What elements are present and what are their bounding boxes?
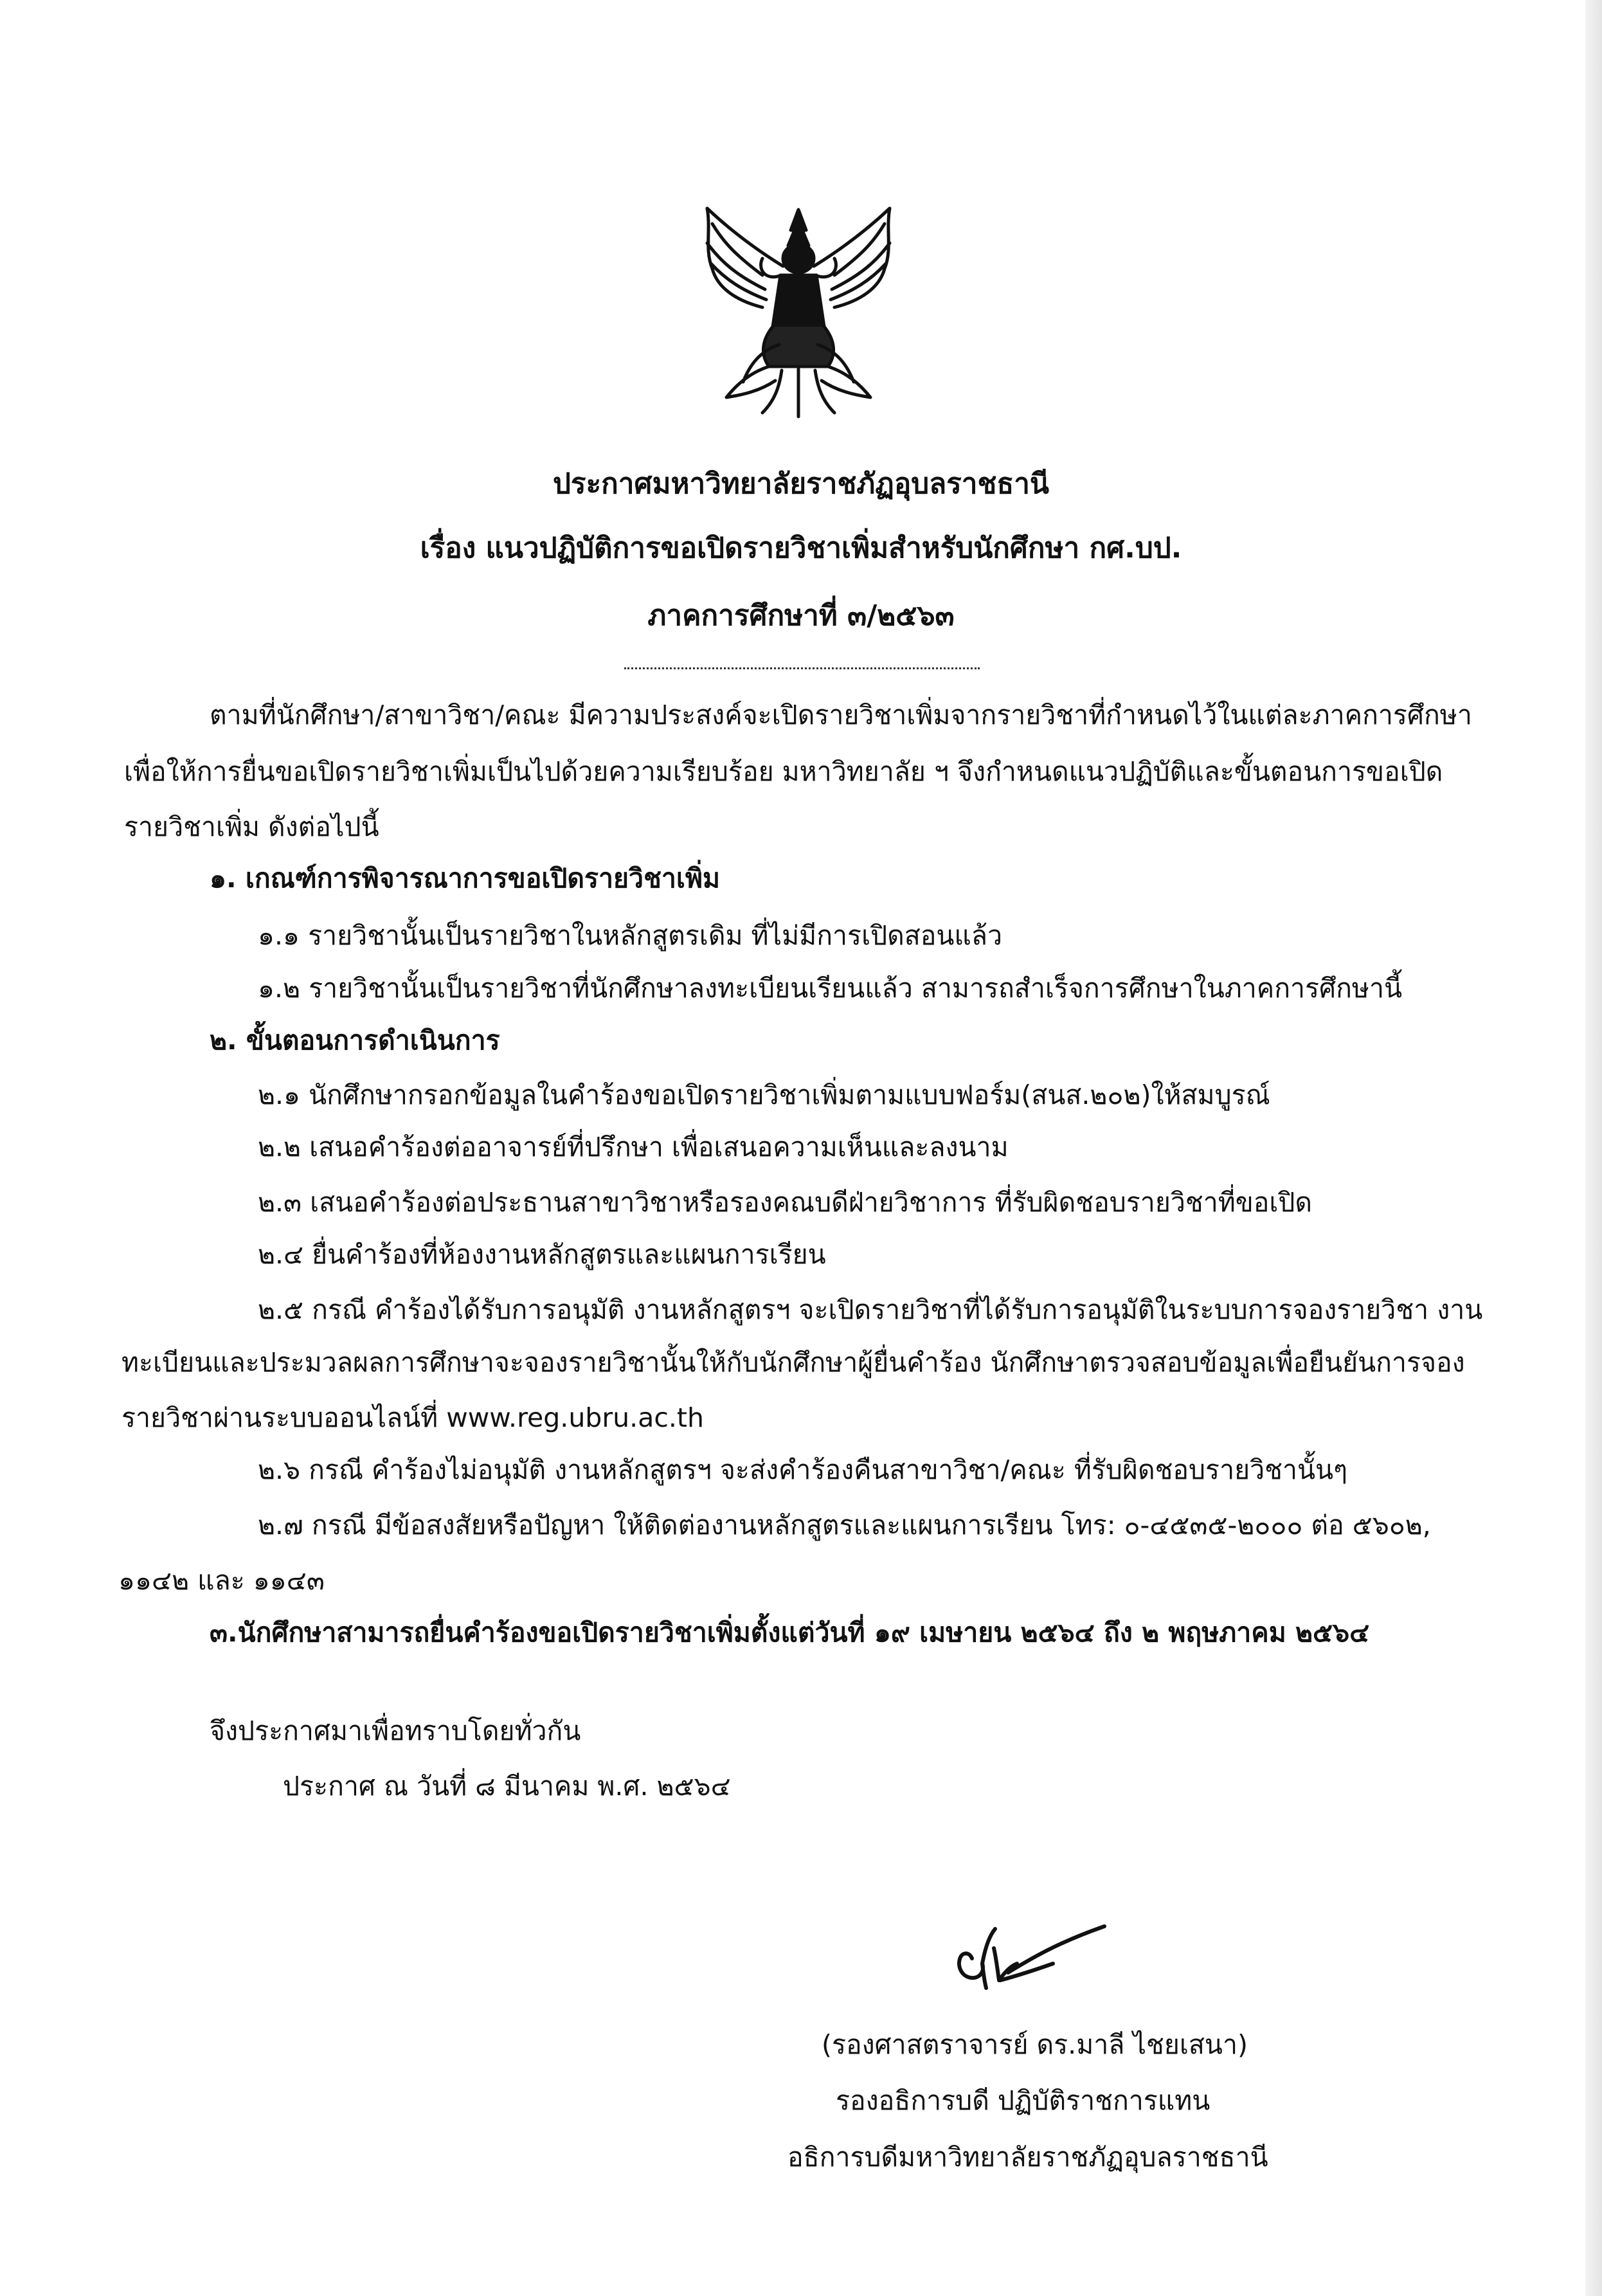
section-2-title: ๒. ขั้นตอนการดำเนินการ bbox=[210, 1025, 500, 1056]
section-2-item-2: ๒.๒ เสนอคำร้องต่ออาจารย์ที่ปรึกษา เพื่อเสนอความเห็นและลงนาม bbox=[258, 1132, 1009, 1162]
intro-line-1: ตามที่นักศึกษา/สาขาวิชา/คณะ มีความประสงค์จะเปิดรายวิชาเพิ่มจากรายวิชาที่กำหนดไว้ในแต่ละภาคการศึกษา bbox=[210, 700, 1472, 730]
section-1-item-2: ๑.๒ รายวิชานั้นเป็นรายวิชาที่นักศึกษาลงทะเบียนเรียนแล้ว สามารถสำเร็จการศึกษาในภาคการศึกษานี้ bbox=[258, 973, 1402, 1004]
garuda-emblem-icon bbox=[698, 204, 899, 420]
intro-line-3: รายวิชาเพิ่ม ดังต่อไปนี้ bbox=[124, 811, 379, 842]
intro-line-2: เพื่อให้การยื่นขอเปิดรายวิชาเพิ่มเป็นไปด้วยความเรียบร้อย มหาวิทยาลัย ฯ จึงกำหนดแนวปฏิบัติและขั้นตอนการขอเปิด bbox=[124, 756, 1443, 787]
announcement-term: ภาคการศึกษาที่ ๓/๒๕๖๓ bbox=[647, 599, 955, 632]
signatory-name: (รองศาสตราจารย์ ดร.มาลี ไชยเสนา) bbox=[822, 2029, 1248, 2060]
closing-announce: จึงประกาศมาเพื่อทราบโดยทั่วกัน bbox=[210, 1715, 581, 1746]
section-2-item-5-line-3: รายวิชาผ่านระบบออนไลน์ที่ www.reg.ubru.ac.th bbox=[122, 1402, 704, 1433]
section-2-item-7-line-2: ๑๑๔๒ และ ๑๑๔๓ bbox=[118, 1565, 325, 1596]
scan-edge bbox=[1585, 0, 1602, 2296]
signatory-position-2: อธิการบดีมหาวิทยาลัยราชภัฏอุบลราชธานี bbox=[788, 2142, 1268, 2173]
signatory-position-1: รองอธิการบดี ปฏิบัติราชการแทน bbox=[836, 2085, 1210, 2116]
section-1-title: ๑. เกณฑ์การพิจารณาการขอเปิดรายวิชาเพิ่ม bbox=[210, 863, 720, 894]
section-2-item-3: ๒.๓ เสนอคำร้องต่อประธานสาขาวิชาหรือรองคณบดีฝ่ายวิชาการ ที่รับผิดชอบรายวิชาที่ขอเปิด bbox=[258, 1187, 1313, 1218]
section-2-item-7-line-1: ๒.๗ กรณี มีข้อสงสัยหรือปัญหา ให้ติดต่องานหลักสูตรและแผนการเรียน โทร: ๐-๔๕๓๕-๒๐๐๐ ต่อ ๕๖๐๒, bbox=[258, 1510, 1431, 1541]
section-2-item-5-line-2: ทะเบียนและประมวลผลการศึกษาจะจองรายวิชานั้นให้กับนักศึกษาผู้ยื่นคำร้อง นักศึกษาตรวจสอบข้อมูลเพื่อยืนยันการจอง bbox=[122, 1347, 1465, 1378]
handwritten-signature-icon bbox=[944, 1921, 1117, 2012]
section-2-item-1: ๒.๑ นักศึกษากรอกข้อมูลในคำร้องขอเปิดรายวิชาเพิ่มตามแบบฟอร์ม(สนส.๒๐๒)ให้สมบูรณ์ bbox=[258, 1080, 1270, 1110]
announcement-subject: เรื่อง แนวปฏิบัติการขอเปิดรายวิชาเพิ่มสำหรับนักศึกษา กศ.บป. bbox=[420, 532, 1182, 565]
section-3-title: ๓.นักศึกษาสามารถยื่นคำร้องขอเปิดรายวิชาเพิ่มตั้งแต่วันที่ ๑๙ เมษายน ๒๕๖๔ ถึง ๒ พฤษภาคม ๒๕๖๔ bbox=[210, 1617, 1370, 1648]
closing-date: ประกาศ ณ วันที่ ๘ มีนาคม พ.ศ. ๒๕๖๔ bbox=[283, 1771, 731, 1802]
announcement-title: ประกาศมหาวิทยาลัยราชภัฏอุบลราชธานี bbox=[552, 467, 1050, 500]
section-2-item-4: ๒.๔ ยื่นคำร้องที่ห้องงานหลักสูตรและแผนการเรียน bbox=[258, 1239, 826, 1270]
section-2-item-6: ๒.๖ กรณี คำร้องไม่อนุมัติ งานหลักสูตรฯ จะส่งคำร้องคืนสาขาวิชา/คณะ ที่รับผิดชอบรายวิชานั้นๆ bbox=[258, 1454, 1348, 1485]
heading-divider bbox=[624, 667, 980, 669]
section-2-item-5-line-1: ๒.๕ กรณี คำร้องได้รับการอนุมัติ งานหลักสูตรฯ จะเปิดรายวิชาที่ได้รับการอนุมัติในระบบการจองรายวิชา งาน bbox=[258, 1294, 1483, 1325]
section-1-item-1: ๑.๑ รายวิชานั้นเป็นรายวิชาในหลักสูตรเดิม ที่ไม่มีการเปิดสอนแล้ว bbox=[258, 920, 1002, 951]
